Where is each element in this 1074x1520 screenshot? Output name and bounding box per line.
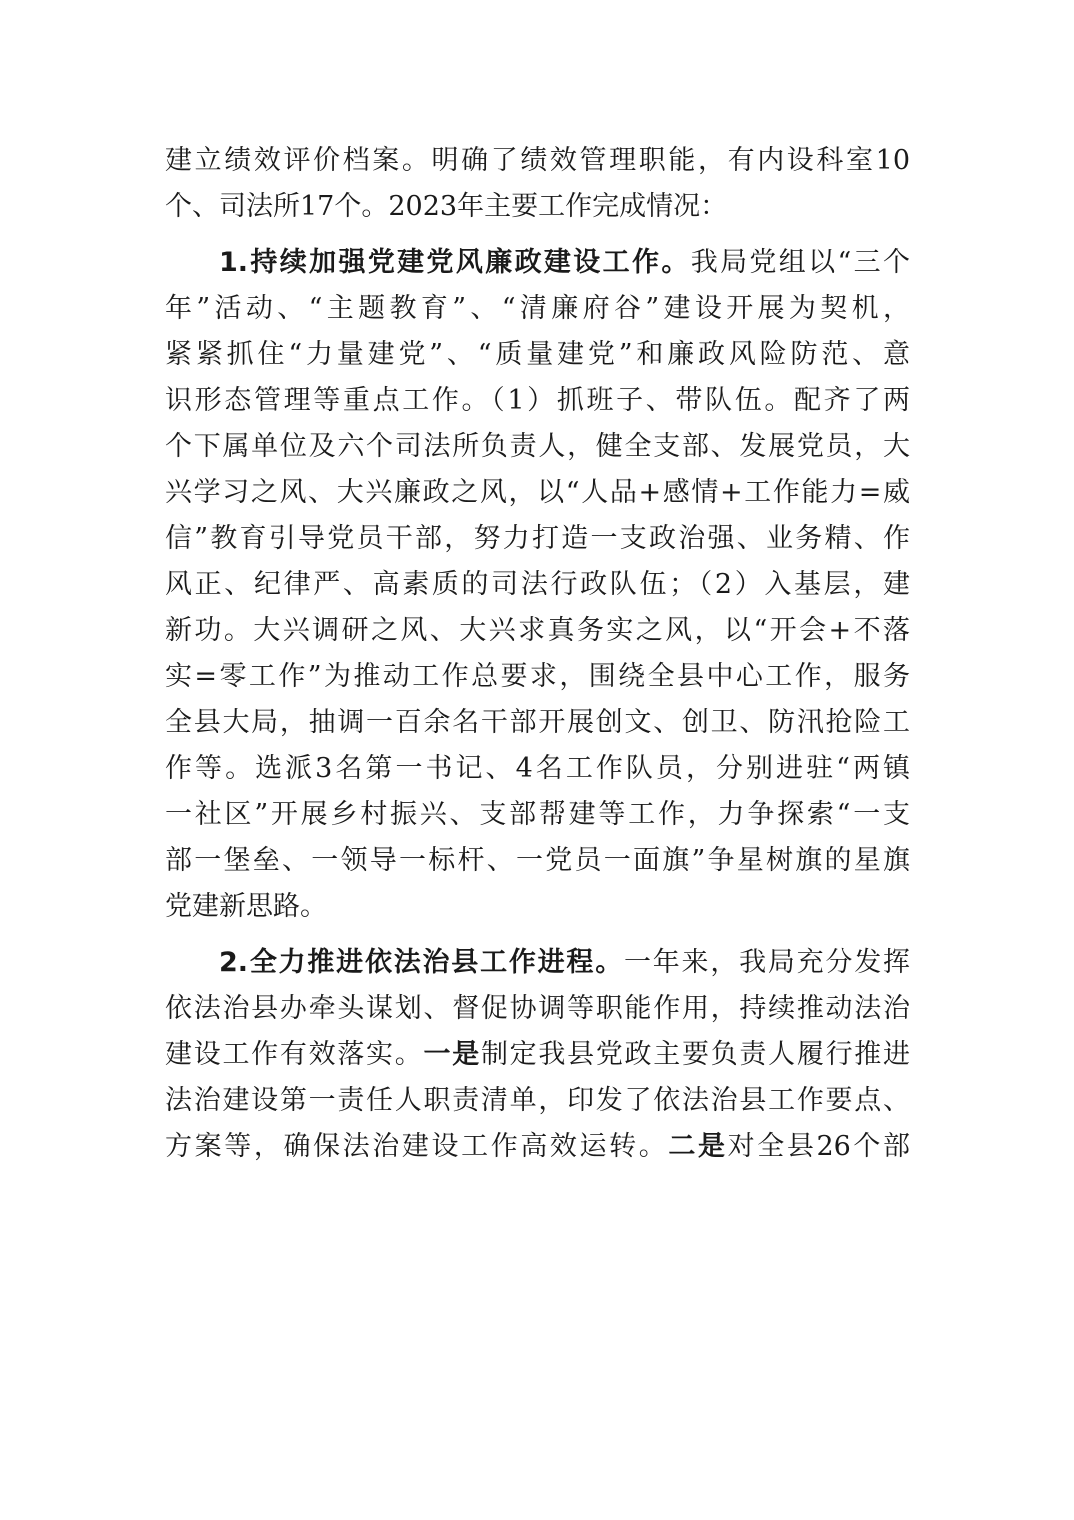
emphasis-text: 二是 [668,1131,728,1162]
text-line: 法治建设第一责任人职责清单，印发了依法治县工作要点、 [165,1085,910,1116]
text-line: 识形态管理等重点工作。（1）抓班子、带队伍。配齐了两 [165,385,910,416]
text-line [165,1124,910,1170]
text-line: 个下属单位及六个司法所负责人，健全支部、发展党员，大 [165,431,910,462]
text-line: 实=零工作”为推动工作总要求，围绕全县中心工作，服务 [165,661,910,692]
intro-paragraph [165,138,910,230]
document-page [165,138,910,1170]
text-segment: 制定我县党政主要负责人履行推进 [480,1039,911,1070]
text-line: 一社区”开展乡村振兴、支部帮建等工作，力争探索“一支 [165,799,910,830]
text-line: 信”教育引导党员干部，努力打造一支政治强、业务精、作 [165,523,910,554]
text-line: 年”活动、“主题教育”、“清廉府谷”建设开展为契机， [165,293,910,324]
text-line [165,1032,910,1078]
section-1-heading: 1.持续加强党建党风廉政建设工作。 [219,247,691,278]
text-line: 部一堡垒、一领导一标杆、一党员一面旗”争星树旗的星旗 [165,845,910,876]
text-segment: 方案等，确保法治建设工作高效运转。 [165,1131,669,1162]
text-line: 作等。选派3名第一书记、4名工作队员，分别进驻“两镇 [165,753,910,784]
text-line [165,940,910,986]
text-line: 兴学习之风、大兴廉政之风，以“人品+感情+工作能力=威 [165,477,910,508]
text-segment: 我局党组以“三个 [690,247,910,278]
text-segment: 建设工作有效落实。 [165,1039,424,1070]
text-line: 紧紧抓住“力量建党”、“质量建党”和廉政风险防范、意 [165,339,910,370]
text-segment: 对全县26个部 [727,1131,911,1162]
section-2-heading: 2.全力推进依法治县工作进程。 [219,947,624,978]
text-line: 依法治县办牵头谋划、督促协调等职能作用，持续推动法治 [165,993,910,1024]
emphasis-text: 一是 [423,1039,481,1070]
text-segment: 一年来，我局充分发挥 [623,947,911,978]
text-line: 建立绩效评价档案。明确了绩效管理职能，有内设科室10 [165,145,910,176]
text-line: 个、司法所17个。2023年主要工作完成情况： [165,191,728,222]
text-line: 新功。大兴调研之风、大兴求真务实之风，以“开会+不落 [165,615,910,646]
text-line: 全县大局，抽调一百余名干部开展创文、创卫、防汛抢险工 [165,707,910,738]
section-2-paragraph [165,940,910,1170]
text-line: 党建新思路。 [165,891,327,922]
text-line: 风正、纪律严、高素质的司法行政队伍；（2）入基层，建 [165,569,910,600]
text-line [165,240,910,286]
section-1-paragraph [165,240,910,930]
